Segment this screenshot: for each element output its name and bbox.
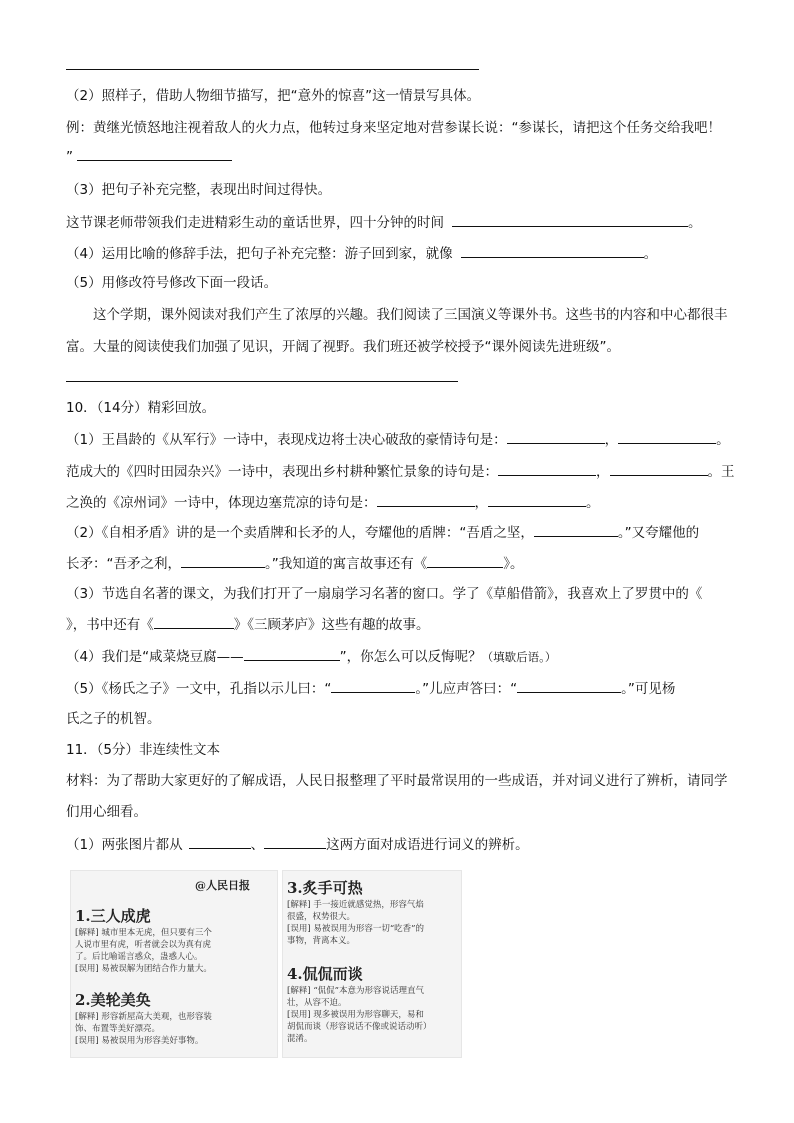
answer-blank[interactable] (377, 492, 475, 507)
answer-blank[interactable] (461, 243, 644, 258)
q9-part3-sentence (66, 212, 702, 233)
answer-line (66, 69, 479, 70)
sentence-text: 这节课老师带领我们走进精彩生动的童话世界，四十分钟的时间 (66, 215, 444, 231)
q10-line7 (66, 614, 430, 635)
answer-blank[interactable] (498, 461, 596, 476)
punct: 。”可见杨 (621, 681, 676, 697)
answer-blank[interactable] (181, 553, 265, 568)
q9-paragraph-line2: 富。大量的阅读使我们加强了见识，开阔了视野。我们班还被学校授予“课外阅读先进班级”。 (66, 339, 620, 355)
answer-blank[interactable] (534, 522, 618, 537)
answer-blank[interactable] (264, 834, 326, 849)
punct: 。 (688, 215, 702, 231)
line-text: （5）《杨氏之子》一文中，孔指以示儿曰：“ (66, 681, 332, 697)
answer-blank[interactable] (610, 461, 708, 476)
q9-part4 (66, 243, 657, 264)
idiom-explanation: [解释] 形容新屋高大美观，也形容装 饰、布置等美好漂亮。 [误用] 易被误用为形容美好事物。 (75, 1012, 212, 1046)
line-text: 这两方面对成语进行词义的辨析。 (326, 837, 529, 853)
punct: 。 (643, 246, 658, 262)
q10-line1 (66, 429, 730, 450)
answer-blank[interactable] (244, 646, 340, 661)
line-text: ”，你怎么可以反悔呢？ (339, 649, 482, 665)
q9-example-end (66, 146, 232, 167)
idiom-heading: 3.炙手可热 (287, 879, 363, 897)
punct: 、 (250, 837, 265, 853)
q11-heading: 11．（5分）非连续性文本 (66, 742, 221, 758)
line-text: 》《三顾茅庐》这些有趣的故事。 (233, 617, 430, 633)
q10-line5 (66, 553, 524, 574)
idiom-image-left (70, 870, 278, 1058)
q10-line3 (66, 492, 600, 513)
line-text: （4）我们是“咸菜烧豆腐—— (66, 649, 244, 665)
q9-part2: （2）照样子，借助人物细节描写，把“意外的惊喜”这一情景写具体。 (66, 88, 481, 104)
idiom-image-right (282, 870, 462, 1058)
q10-line2 (66, 461, 735, 482)
answer-blank[interactable] (154, 614, 234, 629)
answer-blank[interactable] (189, 834, 251, 849)
q9-paragraph-line1: 这个学期，课外阅读对我们产生了浓厚的兴趣。我们阅读了三国演义等课外书。这些书的内容和中心都很丰 (93, 307, 728, 323)
punct: 。王 (707, 464, 735, 480)
answer-blank[interactable] (618, 429, 716, 444)
idiom-explanation: [解释] 城市里本无虎，但只要有三个 人说市里有虎，听者就会以为真有虎 了。后比喻谣言惑众，蛊惑人心。 [误用] 易被误解为团结合作力量大。 (75, 928, 212, 974)
line-text: 。”我知道的寓言故事还有《 (265, 556, 428, 572)
answer-blank[interactable] (331, 678, 415, 693)
punct: ， (474, 495, 488, 511)
line-text: 。”儿应声答曰：“ (415, 681, 518, 697)
idiom-explanation: [解释] 手一接近就感觉热，形容气焰 很盛，权势很大。 [误用] 易被误用为形容一切“吃香”的 事物，背离本义。 (287, 900, 425, 946)
q10-line8 (66, 646, 556, 667)
punct: 。 (586, 495, 600, 511)
q10-line4 (66, 522, 699, 543)
line-text: （2）《自相矛盾》讲的是一个卖盾牌和长矛的人，夸耀他的盾牌：“吾盾之坚， (66, 525, 534, 541)
answer-blank[interactable] (517, 678, 621, 693)
idiom-heading: 4.侃侃而谈 (287, 965, 363, 983)
q9-part3: （3）把句子补充完整，表现出时间过得快。 (66, 182, 332, 198)
people-daily-logo: @人民日报 (195, 879, 250, 892)
q9-example: 例：黄继光愤怒地注视着敌人的火力点，他转过身来坚定地对营参谋长说：“参谋长，请把这个任务交给我吧！ (66, 120, 721, 136)
idiom-heading: 2.美轮美奂 (75, 991, 151, 1009)
line-text: （1）王昌龄的《从军行》一诗中，表现戍边将士决心破敌的豪情诗句是： (66, 432, 507, 448)
answer-blank[interactable] (427, 553, 503, 568)
sentence-text: （4）运用比喻的修辞手法，把句子补充完整：游子回到家，就像 (66, 246, 453, 262)
answer-blank[interactable] (77, 146, 232, 161)
line-text: 长矛：“吾矛之利， (66, 556, 181, 572)
line-text: （1）两张图片都从 (66, 837, 183, 853)
punct: ， (596, 464, 610, 480)
punct: 。 (716, 432, 730, 448)
punct: 。”又夸耀他的 (617, 525, 700, 541)
idiom-heading: 1.三人成虎 (75, 907, 151, 925)
punct: ， (604, 432, 619, 448)
q10-heading: 10．（14分）精彩回放。 (66, 400, 216, 416)
q10-line6: （3）节选自名著的课文，为我们打开了一扇扇学习名著的窗口。学了《草船借箭》，我喜欢上了罗贯中的《 (66, 586, 703, 602)
line-text: 之涣的《凉州词》一诗中，体现边塞荒凉的诗句是： (66, 495, 377, 511)
note: （填歇后语。） (481, 650, 557, 664)
q11-material-line1: 材料：为了帮助大家更好的了解成语，人民日报整理了平时最常误用的一些成语，并对词义进行了辨析，请同学 (66, 773, 728, 789)
q10-line9 (66, 678, 675, 699)
answer-blank[interactable] (452, 212, 688, 227)
idiom-explanation: [解释] “侃侃”本意为形容说话理直气 壮，从容不迫。 [误用] 现多被误用为形容聊天，易和 胡侃而谈（形容说话不像或说话动听） 混淆。 (287, 986, 432, 1044)
line-text: 范成大的《四时田园杂兴》一诗中，表现出乡村耕种繁忙景象的诗句是： (66, 464, 498, 480)
q11-part1 (66, 834, 529, 855)
punct: 》。 (503, 556, 524, 572)
quote-close: ” (66, 149, 73, 165)
answer-line (66, 381, 458, 382)
q9-part5: （5）用修改符号修改下面一段话。 (66, 275, 278, 291)
q10-line10: 氏之子的机智。 (66, 711, 161, 727)
answer-blank[interactable] (488, 492, 586, 507)
line-text: 》，书中还有《 (66, 617, 154, 633)
answer-blank[interactable] (507, 429, 605, 444)
q11-material-line2: 们用心细看。 (66, 804, 147, 820)
